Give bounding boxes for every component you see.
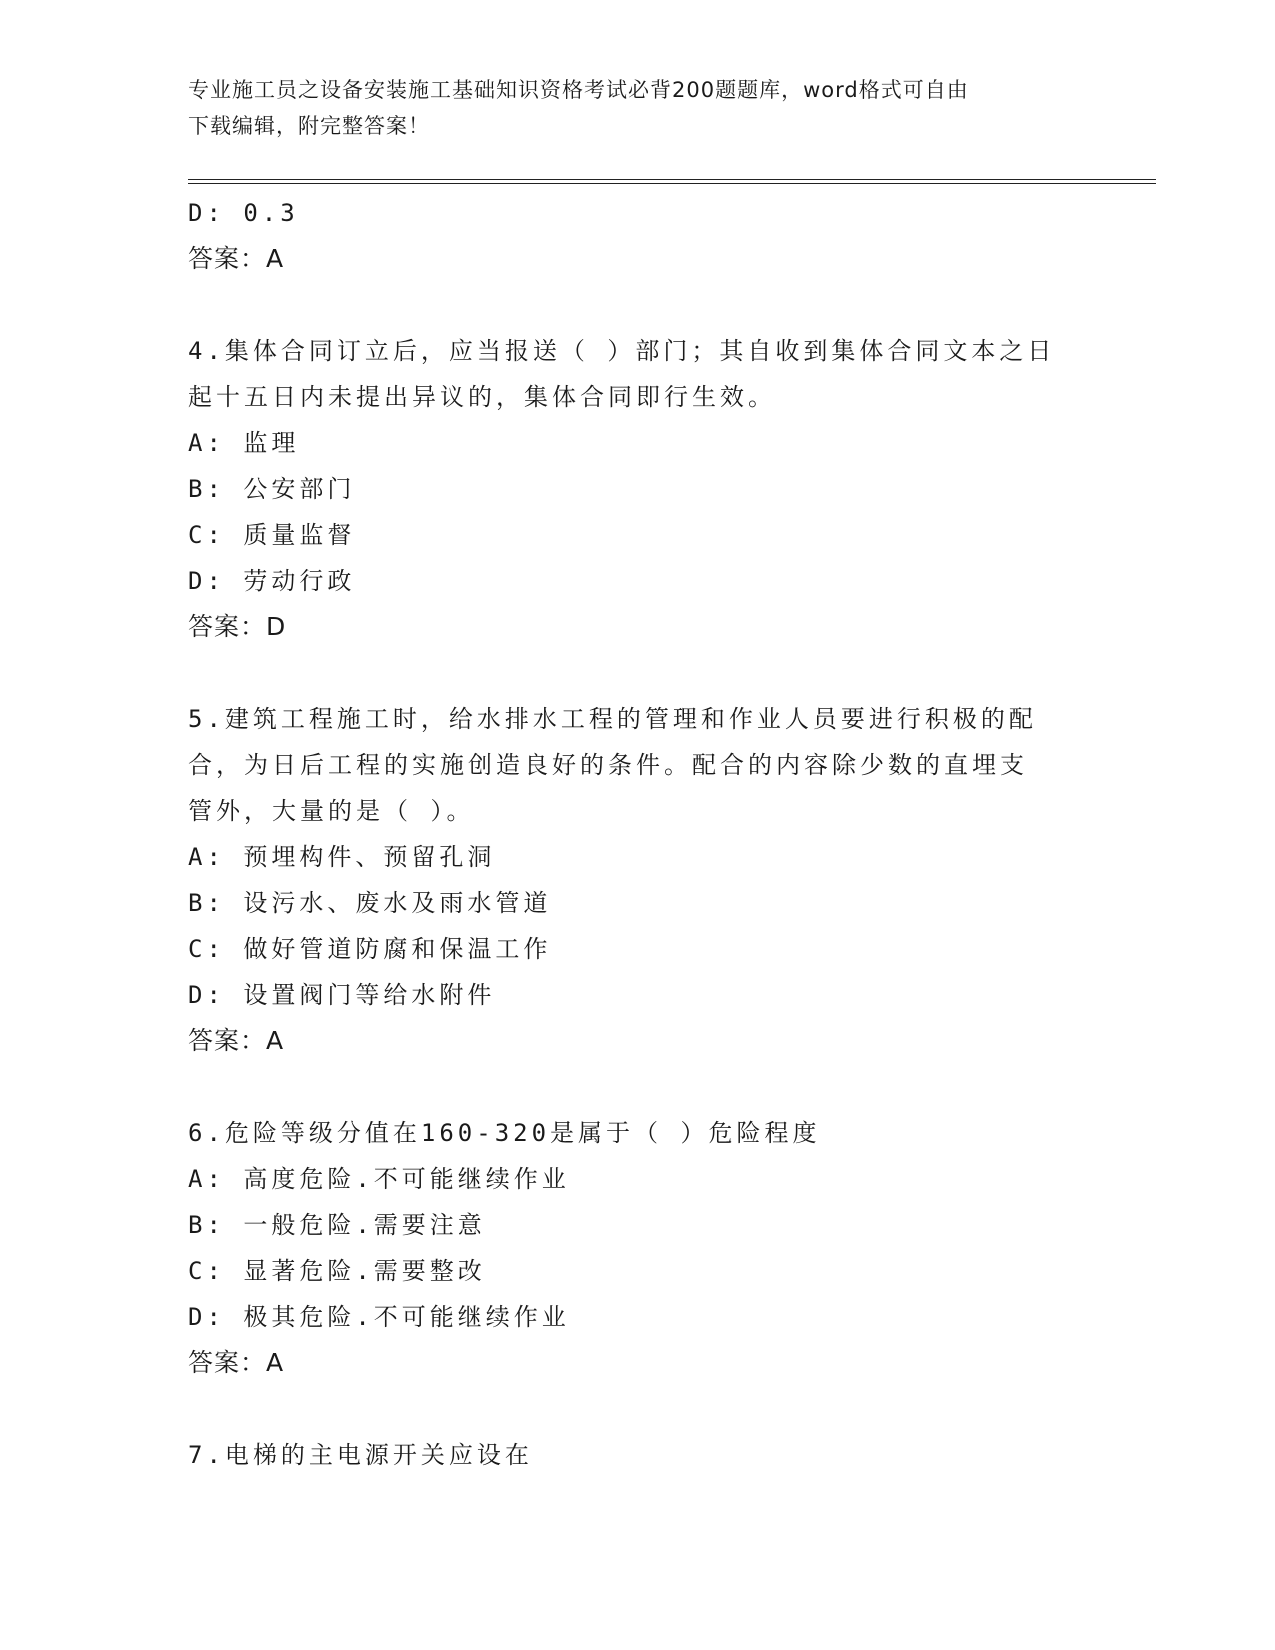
document-header	[188, 72, 1088, 144]
option-d: D: 设置阀门等给水附件	[188, 981, 496, 1009]
question-text: 7.电梯的主电源开关应设在	[188, 1441, 533, 1469]
option-a: A: 高度危险.不可能继续作业	[188, 1165, 570, 1193]
question-3-tail	[188, 190, 1088, 282]
question-text: 管外，大量的是（ ）。	[188, 797, 475, 825]
answer: 答案：D	[188, 612, 287, 641]
option-a: A: 监理	[188, 429, 300, 457]
option-c: C: 做好管道防腐和保温工作	[188, 935, 552, 963]
header-divider-bottom	[188, 183, 1156, 184]
spacer	[188, 650, 1088, 696]
option-d: D: 0.3	[188, 199, 299, 227]
question-4	[188, 328, 1088, 650]
question-text: 合，为日后工程的实施创造良好的条件。配合的内容除少数的直埋支	[188, 751, 1028, 779]
option-b: B: 一般危险.需要注意	[188, 1211, 486, 1239]
option-c: C: 质量监督	[188, 521, 356, 549]
header-line-1: 专业施工员之设备安装施工基础知识资格考试必背200题题库，word格式可自由	[188, 78, 969, 102]
question-text: 起十五日内未提出异议的，集体合同即行生效。	[188, 383, 776, 411]
answer: 答案：A	[188, 1026, 285, 1055]
header-line-2: 下载编辑，附完整答案！	[188, 114, 430, 138]
option-d: D: 劳动行政	[188, 567, 356, 595]
question-text: 5.建筑工程施工时，给水排水工程的管理和作业人员要进行积极的配	[188, 705, 1037, 733]
option-b: B: 设污水、废水及雨水管道	[188, 889, 552, 917]
answer: 答案：A	[188, 1348, 285, 1377]
spacer	[188, 282, 1088, 328]
spacer	[188, 1064, 1088, 1110]
option-b: B: 公安部门	[188, 475, 356, 503]
spacer	[188, 1386, 1088, 1432]
question-7	[188, 1432, 1088, 1478]
question-text: 6.危险等级分值在160-320是属于（ ）危险程度	[188, 1119, 821, 1147]
question-text: 4.集体合同订立后，应当报送（ ）部门；其自收到集体合同文本之日	[188, 337, 1056, 365]
answer: 答案：A	[188, 244, 285, 273]
option-d: D: 极其危险.不可能继续作业	[188, 1303, 570, 1331]
question-5	[188, 696, 1088, 1064]
header-divider-top	[188, 179, 1156, 180]
option-c: C: 显著危险.需要整改	[188, 1257, 486, 1285]
question-list	[188, 190, 1088, 1478]
question-6	[188, 1110, 1088, 1386]
option-a: A: 预埋构件、预留孔洞	[188, 843, 496, 871]
